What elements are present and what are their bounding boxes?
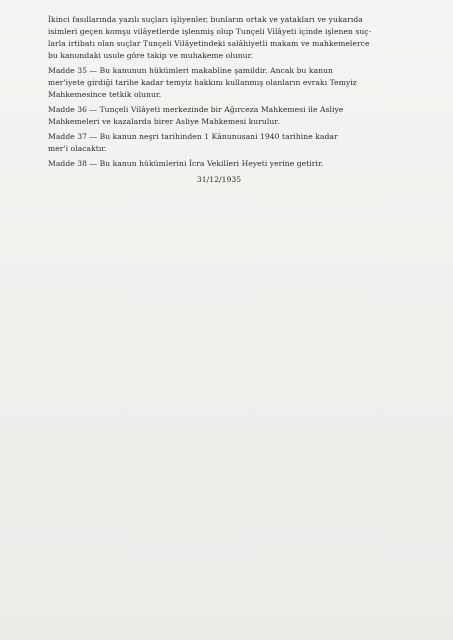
law-text — [48, 14, 420, 186]
paragraph-continuation — [48, 14, 420, 62]
text-line: Mahkemeleri ve kazalarda birer Asliye Mahkemesi kurulur. — [48, 117, 280, 126]
text-line: Madde 36 — Tunçeli Vilâyeti merkezinde bir Ağırceza Mahkemesi ile Asliye — [48, 105, 344, 114]
document-date: 31/12/1935 — [196, 175, 242, 184]
text-line: mer'i olacaktır. — [48, 144, 107, 153]
article-35 — [48, 65, 420, 101]
article-38 — [48, 158, 420, 170]
text-line: Madde 38 — Bu kanun hükümlerini İcra Vekilleri Heyeti yerine getirir. — [48, 159, 324, 168]
text-line: isimleri geçen komşu vilâyetlerde işlenmiş olup Tunçeli Vilâyeti içinde işlenen suç- — [48, 27, 372, 36]
text-line: mer'iyete girdiği tarihe kadar temyiz hakkını kullanmış olanların evrakı Temyiz — [48, 78, 357, 87]
article-36 — [48, 104, 420, 128]
text-line: İkinci fasıllarında yazılı suçları işliyenler, bunların ortak ve yatakları ve yukarıda — [48, 15, 363, 24]
text-line: Mahkemesince tetkik olunur. — [48, 90, 162, 99]
text-line: larla irtibatı olan suçlar Tunçeli Vilâyetindeki salâhiyetli makam ve mahkemelerce — [48, 39, 370, 48]
article-37 — [48, 131, 420, 155]
text-line: bu kanundaki usule göre takip ve muhakeme olunur. — [48, 51, 253, 60]
text-line: Madde 37 — Bu kanun neşri tarihinden 1 Kânunusani 1940 tarihine kadar — [48, 132, 338, 141]
text-line: Madde 35 — Bu kanunun hükümleri makabline şamildir. Ancak bu kanun — [48, 66, 333, 75]
